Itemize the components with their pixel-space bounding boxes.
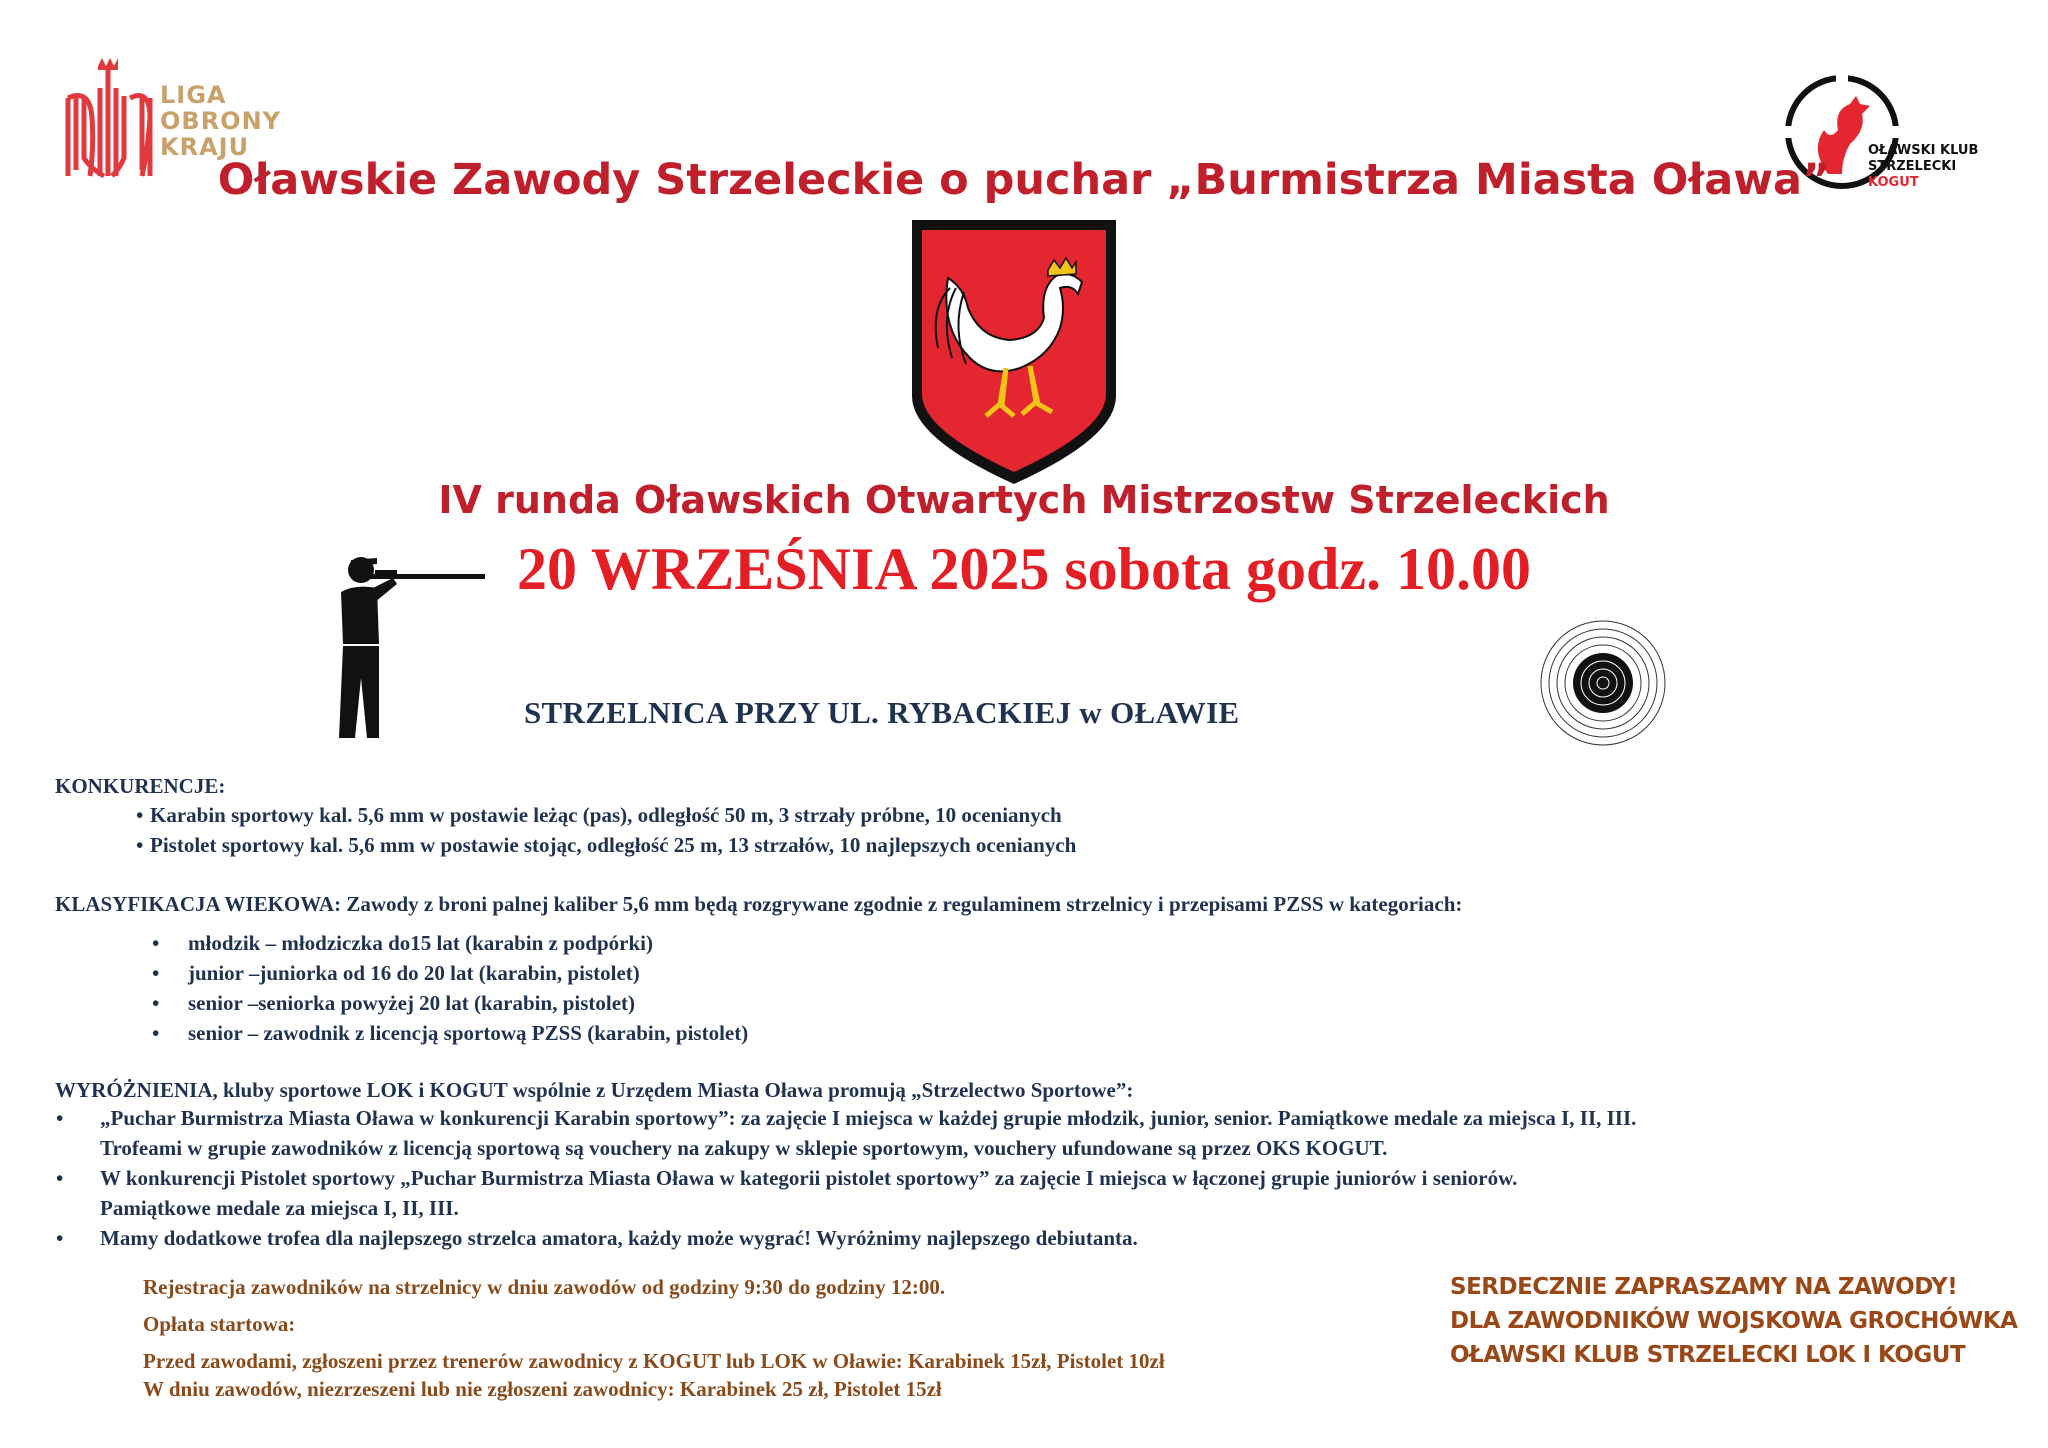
fee-same-day: W dniu zawodów, niezrzeszeni lub nie zgłoszeni zawodnicy: Karabinek 25 zł, Pistolet 15zł	[143, 1377, 942, 1401]
venue: STRZELNICA PRZY UL. RYBACKIEJ w OŁAWIE	[524, 695, 1240, 730]
list-item: • senior –seniorka powyżej 20 lat (karabin, pistolet)	[188, 988, 748, 1018]
list-item: • „Puchar Burmistrza Miasta Oława w konkurencji Karabin sportowy”: za zajęcie I miejsca w każdej grupie młodzik, junior, senior. Pamiątkowe medale za miejsca I, II, III. Trofeami w grupie zawodników z licencją sportową są vouchery na zakupy w sklepie sportowym, vouchery ufundowane są przez OKS KOGUT.	[100, 1103, 1636, 1163]
round-title: IV runda Oławskich Otwartych Mistrzostw Strzeleckich	[438, 478, 1610, 522]
konkurencje-list	[140, 800, 1076, 860]
olawa-coat-of-arms-icon	[910, 218, 1118, 486]
list-item: • Mamy dodatkowe trofea dla najlepszego strzelca amatora, każdy może wygrać! Wyróżnimy najlepszego debiutanta.	[100, 1223, 1636, 1253]
lok-logo-text: LIGA OBRONY KRAJU	[160, 81, 282, 161]
list-item: • młodzik – młodziczka do15 lat (karabin z podpórki)	[188, 928, 748, 958]
wyroznienia-list	[100, 1103, 1636, 1253]
event-date: 20 WRZEŚNIA 2025 sobota godz. 10.00	[516, 536, 1532, 602]
fee-heading: Opłata startowa:	[143, 1312, 296, 1336]
fee-before: Przed zawodami, zgłoszeni przez trenerów zawodnicy z KOGUT lub LOK w Oławie: Karabinek 15zł, Pistolet 10zł	[143, 1349, 1165, 1373]
list-item: • junior –juniorka od 16 do 20 lat (karabin, pistolet)	[188, 958, 748, 988]
list-item: • Pistolet sportowy kal. 5,6 mm w postawie stojąc, odległość 25 m, 13 strzałów, 10 najlepszych ocenianych	[140, 830, 1076, 860]
konkurencje-heading: KONKURENCJE:	[55, 774, 226, 798]
klasyfikacja-list	[188, 928, 748, 1048]
shooting-target-icon	[1538, 618, 1668, 748]
wyroznienia-heading: WYRÓŻNIENIA, kluby sportowe LOK i KOGUT wspólnie z Urzędem Miasta Oława promują „Strzelectwo Sportowe”:	[55, 1078, 1134, 1102]
rifle-shooter-icon	[315, 548, 485, 738]
registration-info: Rejestracja zawodników na strzelnicy w dniu zawodów od godziny 9:30 do godziny 12:00.	[143, 1275, 946, 1299]
invitation: SERDECZNIE ZAPRASZAMY NA ZAWODY! DLA ZAWODNIKÓW WOJSKOWA GROCHÓWKA OŁAWSKI KLUB STRZELECKI LOK I KOGUT	[1450, 1274, 2018, 1368]
list-item: • senior – zawodnik z licencją sportową PZSS (karabin, pistolet)	[188, 1018, 748, 1048]
klasyfikacja-heading: KLASYFIKACJA WIEKOWA: Zawody z broni palnej kaliber 5,6 mm będą rozgrywane zgodnie z regulaminem strzelnicy i przepisami PZSS w kategoriach:	[55, 892, 1463, 916]
kogut-logo-text: OŁAWSKI KLUB STRZELECKI KOGUT	[1868, 143, 1979, 190]
page-title: Oławskie Zawody Strzeleckie o puchar „Burmistrza Miasta Oława”	[217, 155, 1831, 205]
list-item: • Karabin sportowy kal. 5,6 mm w postawie leżąc (pas), odległość 50 m, 3 strzały próbne, 10 ocenianych	[140, 800, 1076, 830]
list-item: • W konkurencji Pistolet sportowy „Puchar Burmistrza Miasta Oława w kategorii pistolet sportowy” za zajęcie I miejsca w łączonej grupie juniorów i seniorów. Pamiątkowe medale za miejsca I, II, III.	[100, 1163, 1636, 1223]
